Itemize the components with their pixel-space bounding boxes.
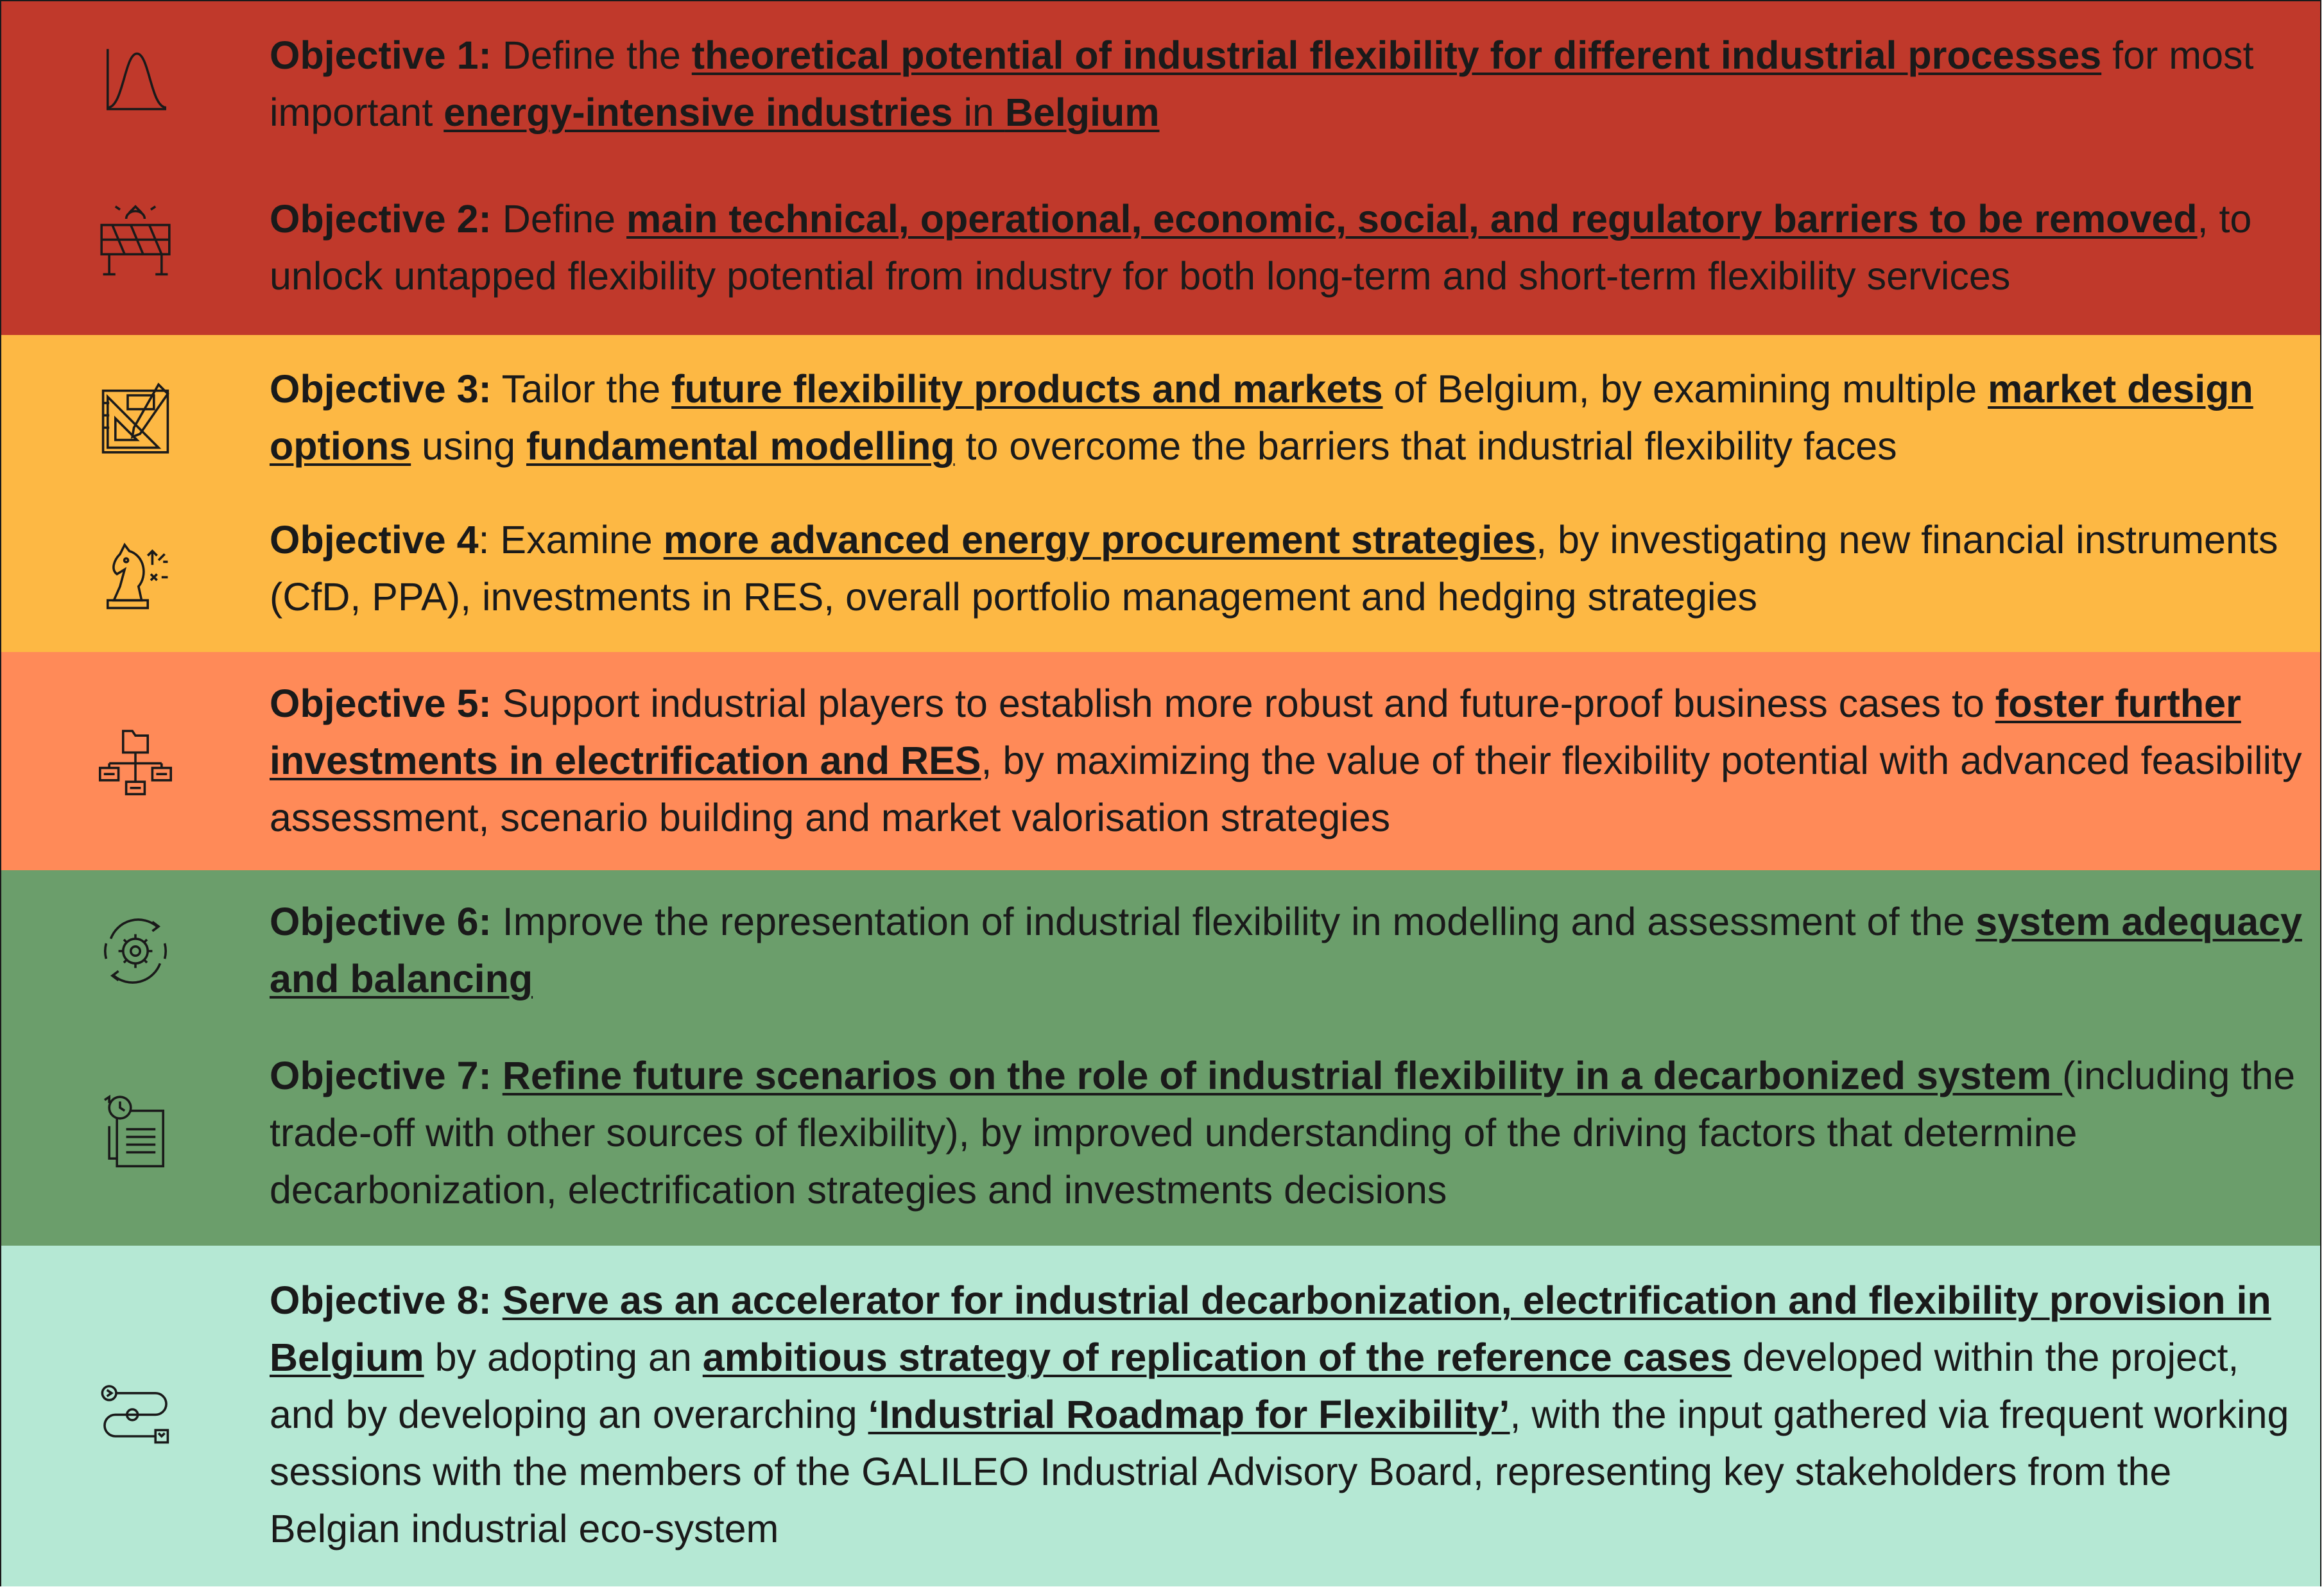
highlight-text: Belgium (1004, 90, 1160, 134)
body-text: (including the trade-off with other sources of flexibility), by improved understanding of the driving factors that determine decarbonization, electrification strategies and investments decisions (270, 1054, 2295, 1212)
objective-row-7 (1, 1035, 2320, 1227)
body-text: , to unlock untapped flexibility potential from industry for both long-term and short-term flexibility services (270, 197, 2252, 298)
objective-text-1 (270, 27, 2311, 141)
highlight-text: ‘Industrial Roadmap for Flexibility’ (868, 1393, 1510, 1436)
objective-text-5 (270, 675, 2311, 846)
folder-network-icon (1, 669, 270, 855)
body-text: of Belgium, by examining multiple (1382, 367, 1988, 411)
chess-strategy-icon (1, 511, 270, 640)
objective-label: Objective 4 (270, 518, 479, 562)
document-history-icon (1, 1035, 270, 1227)
highlight-text: Serve as an accelerator for industrial decarbonization, electrification and flexibility provision in Belgium (270, 1278, 2271, 1379)
objective-row-1 (1, 14, 2320, 142)
objective-row-5 (1, 669, 2320, 855)
highlight-text: market design options (270, 367, 2253, 468)
body-text: for most important (270, 33, 2254, 134)
objective-row-4 (1, 511, 2320, 640)
objective-label: Objective 2: (270, 197, 492, 241)
body-text: to overcome the barriers that industrial flexibility faces (954, 424, 1897, 468)
highlight-text: system adequacy and balancing (270, 900, 2302, 1001)
highlight-text: ambitious strategy of replication of the reference cases (702, 1336, 1732, 1379)
objective-row-3 (1, 348, 2320, 489)
body-text: developed within the project, and by developing an overarching (270, 1336, 2239, 1436)
body-text: Tailor the (491, 367, 672, 411)
bell-curve-icon (1, 14, 270, 142)
objective-row-8 (1, 1259, 2320, 1567)
body-text: , by investigating new financial instruments (CfD, PPA), investments in RES, overall portfolio management and hedging strategies (270, 518, 2278, 619)
objective-text-2 (270, 191, 2311, 305)
highlight-text: energy-intensive industries (443, 90, 953, 134)
objective-label: Objective 1: (270, 33, 492, 77)
body-text (492, 1278, 503, 1322)
highlight-text: theoretical potential of industrial flexibility for different industrial processes (691, 33, 2102, 77)
objective-text-3 (270, 361, 2311, 475)
design-tools-icon (1, 348, 270, 489)
highlight-text: fundamental modelling (526, 424, 955, 468)
body-text: Support industrial players to establish more robust and future-proof business cases to (491, 682, 1995, 725)
highlight-text: more advanced energy procurement strategies (663, 518, 1536, 562)
objective-row-2 (1, 178, 2320, 306)
objective-text-6 (270, 893, 2311, 1008)
body-text (492, 1054, 503, 1097)
objective-label: Objective 6: (270, 900, 492, 943)
gear-cycle-icon (1, 880, 270, 1022)
highlight-text: main technical, operational, economic, social, and regulatory barriers to be removed (626, 197, 2198, 241)
barrier-icon (1, 178, 270, 306)
highlight-text: future flexibility products and markets (671, 367, 1383, 411)
body-text: : Examine (478, 518, 664, 562)
objective-row-6 (1, 880, 2320, 1022)
objective-text-8 (270, 1272, 2311, 1558)
objective-label: Objective 8: (270, 1278, 492, 1322)
objective-text-4 (270, 511, 2311, 626)
body-text: Define (491, 197, 627, 241)
highlight-text: foster further investments in electrification and RES (270, 682, 2241, 782)
objective-label: Objective 7: (270, 1054, 492, 1097)
body-text: , by maximizing the value of their flexibility potential with advanced feasibility assessment, scenario building and market valorisation strategies (270, 739, 2302, 839)
body-text: by adopting an (424, 1336, 703, 1379)
body-text: using (411, 424, 526, 468)
roadmap-icon (1, 1259, 270, 1567)
objective-label: Objective 5: (270, 682, 492, 725)
body-text: , with the input gathered via frequent working sessions with the members of the GALILEO Industrial Advisory Board, representing key stakeholders from the Belgian industrial eco-system (270, 1393, 2289, 1550)
body-text: Improve the representation of industrial flexibility in modelling and assessment of the (491, 900, 1976, 943)
objective-label: Objective 3: (270, 367, 492, 411)
body-text: Define the (491, 33, 692, 77)
underlined-text: in (952, 90, 1005, 134)
highlight-text: Refine future scenarios on the role of industrial flexibility in a decarbonized system (502, 1054, 2063, 1097)
objective-text-7 (270, 1047, 2311, 1219)
